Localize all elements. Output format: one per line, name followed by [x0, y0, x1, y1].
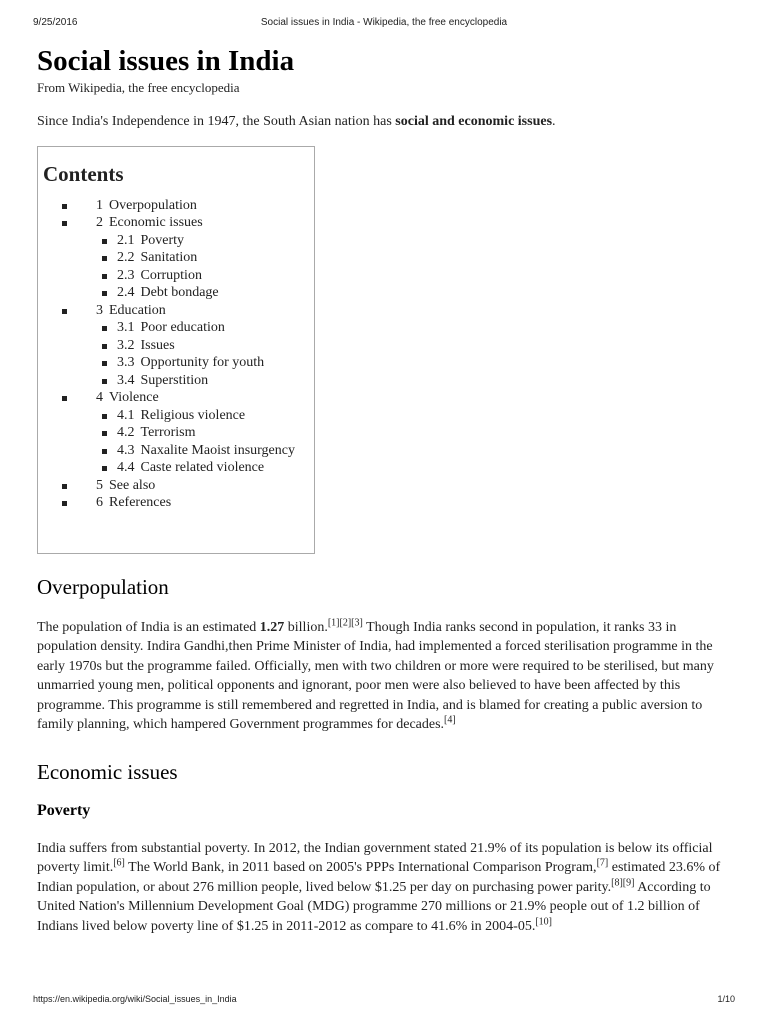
toc-item[interactable] [43, 494, 314, 512]
toc-item[interactable] [43, 477, 314, 495]
toc-item-number: 2 [96, 215, 103, 230]
toc-item-label: See also [109, 477, 156, 493]
intro-text: Since India's Independence in 1947, the South Asian nation has [37, 114, 396, 129]
toc-item-label: References [109, 495, 172, 510]
toc-item-number: 3.3 [117, 355, 135, 370]
intro-end: . [552, 114, 556, 129]
overpopulation-paragraph [37, 618, 732, 735]
toc-item-label: Naxalite Maoist insurgency [140, 442, 295, 458]
toc-item-label: Poor education [140, 320, 225, 335]
toc-list [43, 197, 314, 512]
page-subtitle: From Wikipedia, the free encyclopedia [37, 80, 240, 95]
subsection-heading-poverty: Poverty [37, 801, 91, 819]
citation-link[interactable]: [10] [535, 915, 553, 927]
toc-item-label: Violence [109, 390, 159, 405]
citation-link[interactable]: [1][2][3] [327, 616, 363, 628]
toc-item[interactable] [43, 232, 314, 250]
toc-item-number: 2.4 [117, 285, 135, 300]
text-run: estimated 23.6% of Indian population, or about 276 million people, lived below $1.25 per day on purchasing power parity. [37, 860, 721, 895]
toc-item-number: 2.3 [117, 267, 135, 283]
toc-item[interactable] [43, 267, 314, 285]
toc-item-number: 3.2 [117, 337, 135, 353]
toc-title: Contents [43, 161, 124, 186]
toc-item-label: Poverty [140, 232, 185, 248]
toc-item-number: 5 [96, 477, 103, 493]
print-date: 9/25/2016 [33, 17, 78, 28]
toc-item[interactable] [43, 354, 314, 372]
toc-item[interactable] [43, 302, 314, 320]
text-run: The World Bank, in 2011 based on 2005's PPPs International Comparison Program, [124, 860, 597, 875]
toc-item-label: Superstition [140, 372, 209, 388]
toc-item[interactable] [43, 249, 314, 267]
citation-link[interactable]: [6] [113, 857, 125, 869]
text-run: Though India ranks second in population, it ranks 33 in population density. Indira Gandhi,then Prime Minister of India, had implemented a forced sterilisation programme in the early 1970s but the programme failed. Officially, men with two children or more were required to be sterilised, but many unmarried young men, political opponents and ignorant, poor men were also believed to have been affected by this programme. This programme is still remembered and regretted in India, and is blamed for creating a public aversion to family planning, which hampered Government programmes for decades. [37, 619, 714, 732]
toc-item-number: 6 [96, 495, 103, 510]
toc-item[interactable] [43, 372, 314, 390]
text-run: billion. [284, 619, 328, 635]
citation-link[interactable]: [4] [444, 714, 456, 726]
toc-item-label: Overpopulation [109, 197, 197, 213]
toc-item-number: 3 [96, 302, 103, 318]
toc-item[interactable] [43, 442, 314, 460]
toc-item-label: Issues [140, 337, 175, 353]
toc-item-number: 3.4 [117, 372, 135, 388]
citation-link[interactable]: [7] [596, 857, 609, 869]
toc-item[interactable] [43, 197, 314, 215]
article-content [37, 44, 732, 936]
toc-item[interactable] [43, 459, 314, 477]
toc-item-label: Sanitation [140, 250, 198, 265]
citation-link[interactable]: [8][9] [611, 876, 635, 888]
toc-item-label: Education [109, 302, 166, 318]
toc-item-number: 4.4 [117, 460, 135, 475]
toc-item-number: 4 [96, 390, 103, 405]
intro-paragraph [37, 112, 732, 132]
page-number: 1/10 [717, 994, 735, 1004]
section-heading-economic-issues: Economic issues [37, 759, 178, 784]
text-run: India suffers from substantial poverty. In 2012, the Indian government stated 21.9% of its population is below its official poverty limit. [37, 840, 713, 875]
toc-item-number: 4.1 [117, 407, 135, 423]
toc-item-label: Caste related violence [140, 460, 265, 475]
bold-figure: 1.27 [259, 619, 285, 635]
toc-item[interactable] [43, 284, 314, 302]
toc-item[interactable] [43, 424, 314, 442]
print-header [0, 17, 768, 31]
toc-item-label: Religious violence [140, 407, 246, 423]
poverty-paragraph [37, 839, 732, 937]
toc-item-number: 2.2 [117, 250, 135, 265]
toc-item[interactable] [43, 407, 314, 425]
print-footer [0, 994, 768, 1008]
toc-item[interactable] [43, 319, 314, 337]
table-of-contents [37, 146, 315, 554]
toc-item-label: Corruption [140, 267, 202, 283]
toc-item-label: Debt bondage [140, 285, 219, 300]
toc-item-number: 4.2 [117, 425, 135, 440]
toc-item[interactable] [43, 214, 314, 232]
toc-item-number: 4.3 [117, 442, 135, 458]
toc-item-label: Terrorism [140, 425, 196, 440]
toc-item-number: 3.1 [117, 320, 135, 335]
toc-item-label: Economic issues [109, 215, 203, 230]
toc-item[interactable] [43, 337, 314, 355]
toc-item[interactable] [43, 389, 314, 407]
page-title: Social issues in India [37, 45, 295, 77]
section-heading-overpopulation: Overpopulation [37, 574, 169, 599]
toc-item-number: 2.1 [117, 232, 135, 248]
text-run: The population of India is an estimated [37, 619, 260, 635]
text-run: According to United Nation's Millennium Development Goal (MDG) programme 270 millions or 21.9% people out of 1.2 billion of Indians lived below poverty line of $1.25 in 2011-2012 as compare to 41.6% in 2004-05. [37, 879, 711, 934]
toc-item-number: 1 [96, 197, 103, 213]
intro-bold-link[interactable]: social and economic issues [395, 114, 553, 129]
toc-item-label: Opportunity for youth [140, 355, 265, 370]
print-title: Social issues in India - Wikipedia, the free encyclopedia [260, 17, 508, 28]
print-url: https://en.wikipedia.org/wiki/Social_issues_in_India [33, 994, 237, 1004]
